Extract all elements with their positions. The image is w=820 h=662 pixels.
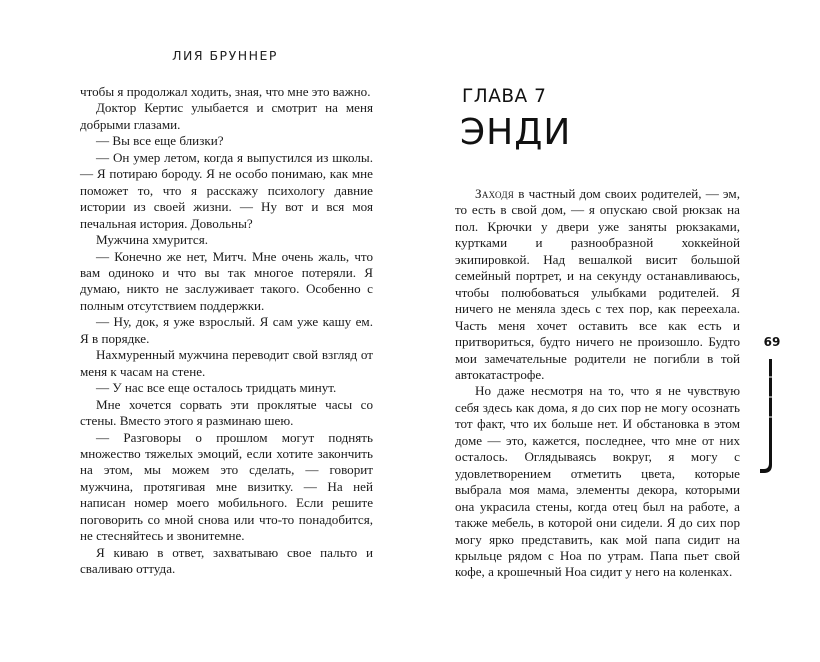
paragraph: — Вы все еще близки?	[96, 133, 224, 149]
running-head: ЛИЯ БРУННЕР	[172, 48, 278, 63]
paragraph: — Разговоры о прошлом могут поднять множество тяжелых эмоций, если хотите закончить на этом, мы можем это сделать, — говорит мужчина, протягивая мне визитку. — На ней написан номер моего мобильного. Если решите поговорить со мной снова или что-то понадобится, не стесняйтесь и звонитемне.	[80, 429, 373, 544]
opening-words: Заходя	[475, 186, 515, 201]
folio	[752, 335, 792, 349]
paragraph: Мужчина хмурится.	[96, 232, 209, 248]
chapter-title: ЭНДИ	[460, 112, 572, 153]
hockey-stick-icon	[758, 357, 788, 482]
paragraph: Но даже несмотря на то, что я не чувствую себя здесь как дома, я до сих пор не могу осознать тот факт, что их больше нет. И обстановка в этом доме — это, кажется, последнее, что мне от них осталось. Оглядываясь вокруг, я могу с удовлетворением отметить цвета, которые выбрала моя мама, элементы декора, которыми она украсила стены, когда отец был на работе, а также мебель, в которой они сидели. Я до сих пор могу ярко представить, как мой папа сидит на крыльце рядом с Ноа по утрам. Папа пьет свой кофе, а крошечный Ноа сидит у него на коленках.	[455, 383, 740, 580]
paragraph: Мне хочется сорвать эти проклятые часы со стены. Вместо этого я разминаю шею.	[80, 396, 373, 429]
paragraph: — Ну, док, я уже взрослый. Я сам уже кашу ем. Я в порядке.	[80, 314, 373, 346]
opening-paragraph	[455, 186, 740, 383]
paragraph: Я киваю в ответ, захватываю свое пальто и сваливаю оттуда.	[80, 544, 373, 577]
paragraph: — Он умер летом, когда я выпустился из школы. — Я потираю бороду. Я не особо понимаю, как мне поможет то, что я расскажу психологу давние истории из своей жизни. — Ну вот и вся моя печальная история. Довольны?	[80, 149, 373, 231]
paragraph: Доктор Кертис улыбается и смотрит на меня добрыми глазами.	[80, 100, 373, 132]
paragraph: чтобы я продолжал ходить, зная, что мне это важно.	[80, 84, 371, 99]
opening-paragraph-text: в частный дом своих родителей, — эм, то есть в свой дом, — я опускаю свой рюкзак на пол. Крючки у двери уже заняты рюкзаками, куртками и разнообразной хоккейной экипировкой. Над вешалкой висит большой семейный портрет, и на секунду останавливаюсь, чтобы полюбоваться улыбками родителей. Я ничего не меняла здесь с тех пор, как переехала. Часть меня хочет оставить все как есть и притвориться, будто ничего не произошло. Будто мои замечательные родители не погибли в той автокатастрофе.	[455, 186, 740, 382]
paragraph: — Конечно же нет, Митч. Мне очень жаль, что вам одиноко и что вы так многое потеряли. Я думаю, никто не заслуживает такого. Особенно с полным отсутствием поддержки.	[80, 248, 373, 313]
paragraph: Нахмуренный мужчина переводит свой взгляд от меня к часам на стене.	[80, 347, 373, 379]
paragraph: — У нас все еще осталось тридцать минут.	[96, 380, 337, 396]
left-page-text	[80, 84, 373, 578]
right-page-text	[455, 186, 740, 581]
chapter-label: ГЛАВА 7	[462, 86, 547, 107]
page-number: 69	[763, 335, 781, 349]
